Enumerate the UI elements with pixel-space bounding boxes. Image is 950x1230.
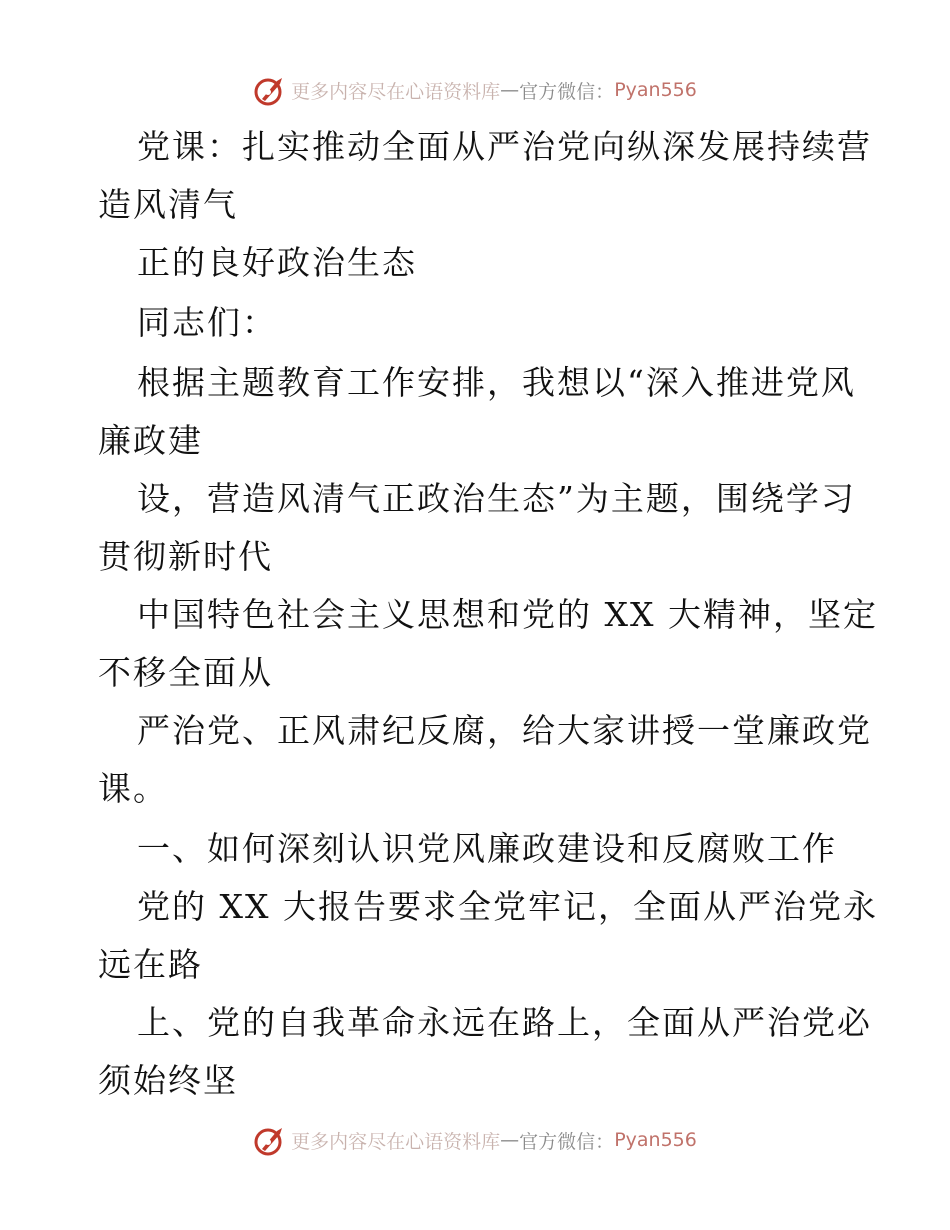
title-line-1: 党课：扎实推动全面从严治党向纵深发展持续营 [137, 127, 872, 166]
watermark-contact-label: 官方微信： [519, 1130, 615, 1153]
watermark-contact-id: Pyan556 [614, 79, 697, 101]
section-heading: 一、如何深刻认识党风廉政建设和反腐败工作 [137, 829, 837, 868]
paragraph-line: 远在路 [98, 945, 203, 984]
title-line-2: 造风清气 [98, 185, 238, 224]
footer-watermark [0, 1120, 950, 1160]
watermark-contact-label: 官方微信： [519, 80, 615, 103]
paragraph-line: 廉政建 [98, 421, 203, 460]
paragraph-line: 党的 XX 大报告要求全党牢记，全面从严治党永 [137, 887, 878, 926]
paragraph-line: 课。 [98, 769, 168, 808]
paragraph-line: 须始终坚 [98, 1061, 238, 1100]
watermark-dash: — [500, 79, 520, 101]
paragraph-line: 根据主题教育工作安排，我想以“深入推进党风 [137, 363, 856, 402]
paragraph-line: 严治党、正风肃纪反腐，给大家讲授一堂廉政党 [137, 711, 872, 750]
title-line-3: 正的良好政治生态 [137, 243, 417, 282]
watermark-brand: 更多内容尽在心语资料库 [291, 80, 501, 103]
paragraph-line: 设，营造风清气正政治生态”为主题，围绕学习 [137, 479, 856, 518]
paragraph-line: 不移全面从 [98, 653, 273, 692]
watermark-contact-id: Pyan556 [614, 1129, 697, 1151]
quill-pen-logo-icon [253, 73, 287, 107]
salutation: 同志们： [137, 303, 277, 342]
paragraph-line: 上、党的自我革命永远在路上，全面从严治党必 [137, 1003, 872, 1042]
watermark-dash: — [500, 1129, 520, 1151]
quill-pen-logo-icon [253, 1123, 287, 1157]
watermark-brand: 更多内容尽在心语资料库 [291, 1130, 501, 1153]
paragraph-line: 中国特色社会主义思想和党的 XX 大精神，坚定 [137, 595, 878, 634]
header-watermark [0, 70, 950, 110]
paragraph-line: 贯彻新时代 [98, 537, 273, 576]
